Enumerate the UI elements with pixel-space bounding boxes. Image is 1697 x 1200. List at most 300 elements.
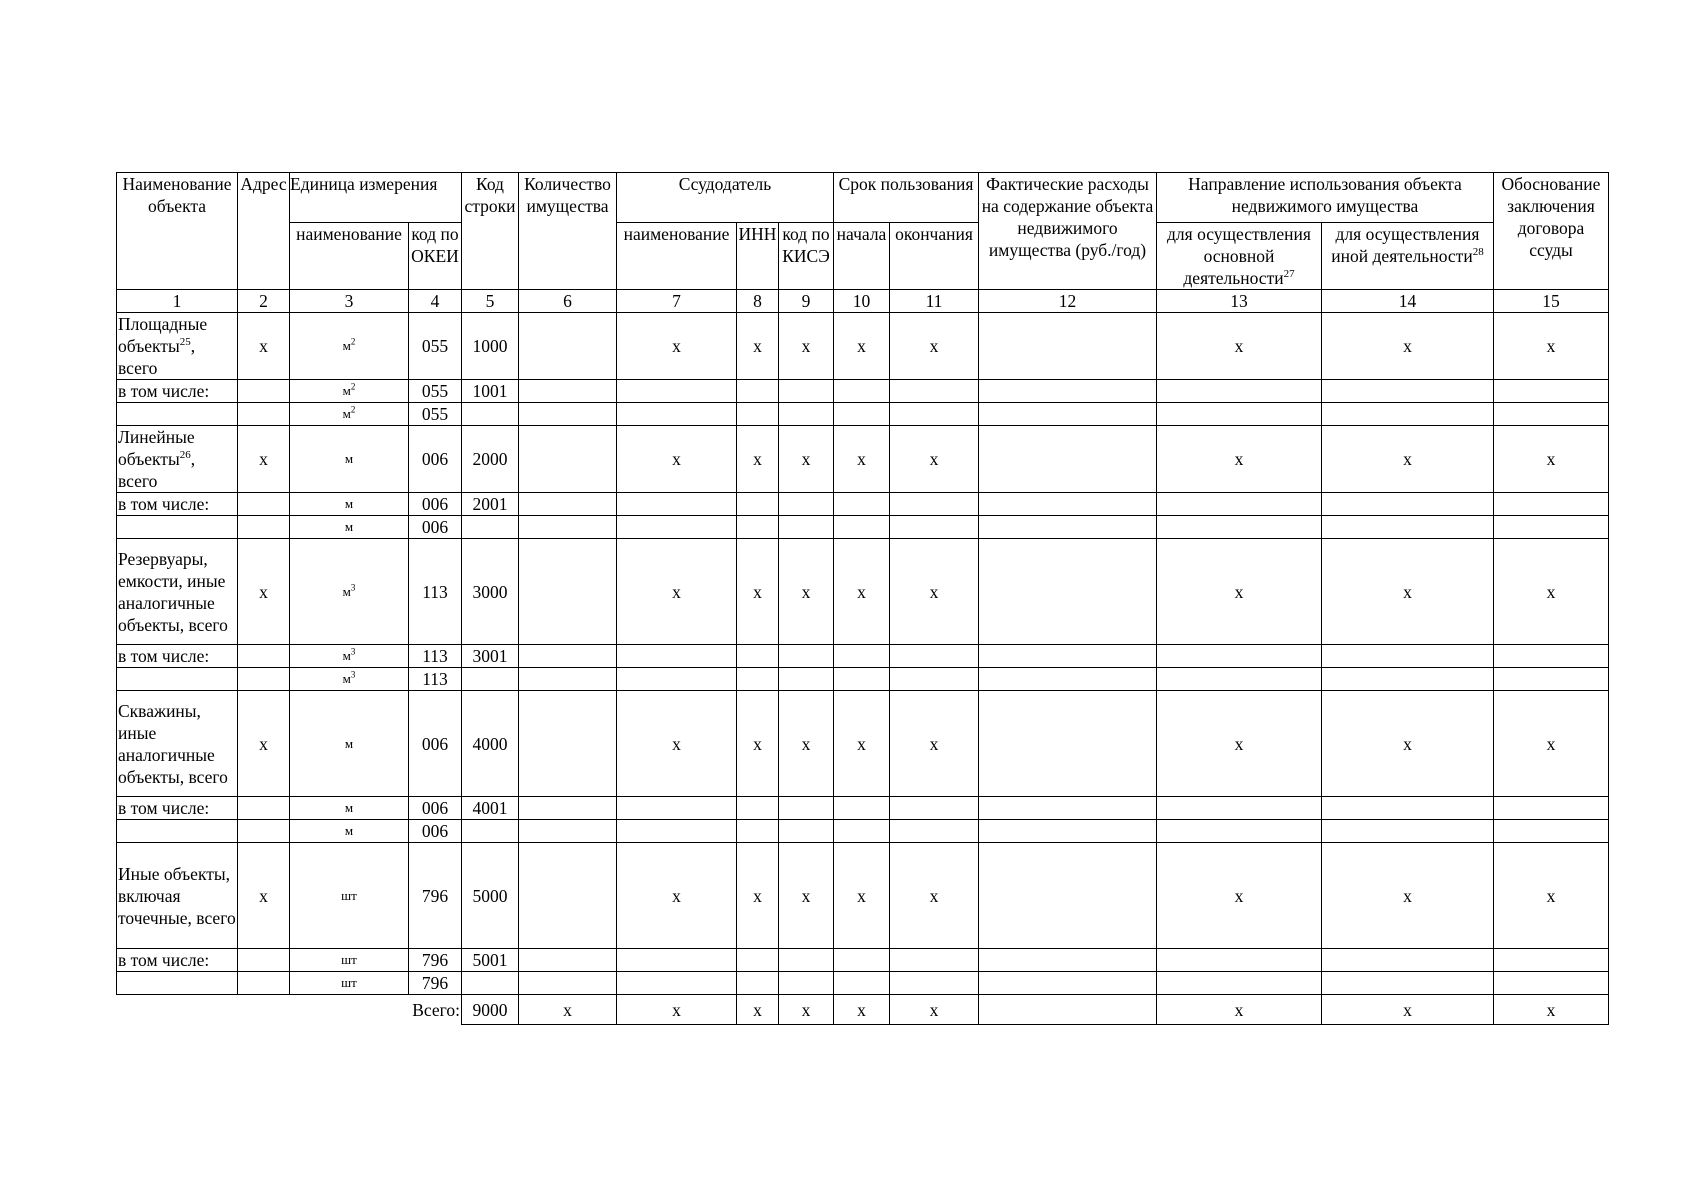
term-end-cell: х [890, 843, 979, 949]
lender-inn-cell: х [737, 313, 779, 380]
address-cell [238, 516, 290, 539]
data-cell [519, 380, 617, 403]
unit-name-cell [290, 972, 409, 995]
object-type-name [117, 539, 238, 645]
quantity-cell [519, 691, 617, 797]
header-term-start: начала [834, 223, 890, 290]
data-cell [519, 668, 617, 691]
address-cell: х [238, 313, 290, 380]
lender-name-cell: х [617, 539, 737, 645]
header-direction-main-text: для осуществления основной деятельности [1167, 224, 1311, 288]
data-cell [519, 516, 617, 539]
data-cell [979, 493, 1157, 516]
data-cell [1494, 668, 1609, 691]
data-cell [1322, 820, 1494, 843]
address-cell [238, 668, 290, 691]
data-cell [779, 516, 834, 539]
detail-row [117, 668, 1609, 691]
data-cell [979, 403, 1157, 426]
data-cell [737, 380, 779, 403]
lender-inn-cell: х [737, 843, 779, 949]
unit-name: м [344, 519, 354, 534]
data-cell [737, 668, 779, 691]
address-cell [238, 403, 290, 426]
lender-inn-cell: х [737, 691, 779, 797]
data-cell [979, 380, 1157, 403]
okei-code-cell: 113 [409, 539, 462, 645]
object-type-name [117, 313, 238, 380]
data-cell [834, 797, 890, 820]
unit-name: шт [341, 975, 357, 990]
lender-name-cell: х [617, 843, 737, 949]
unit-name-cell [290, 539, 409, 645]
group-total-row [117, 426, 1609, 493]
object-type-title: Скважины, иные аналогичные объекты, всего [118, 700, 228, 787]
data-cell [1157, 380, 1322, 403]
data-cell [1157, 645, 1322, 668]
header-direction: Направление использования объекта недвижимого имущества [1157, 173, 1494, 223]
term-start-cell: х [834, 995, 890, 1025]
term-end-cell: х [890, 691, 979, 797]
row-code-cell: 2000 [462, 426, 519, 493]
column-number: 12 [979, 290, 1157, 313]
group-total-row [117, 843, 1609, 949]
column-number: 10 [834, 290, 890, 313]
including-label: в том числе: [117, 380, 238, 403]
including-label: в том числе: [117, 949, 238, 972]
row-code-cell: 2001 [462, 493, 519, 516]
row-code-cell: 3001 [462, 645, 519, 668]
unit-name-cell [290, 645, 409, 668]
column-number: 14 [1322, 290, 1494, 313]
header-direction-main [1157, 223, 1322, 290]
data-cell [890, 949, 979, 972]
unit-power: 3 [350, 646, 356, 657]
header-lender-kise: код по КИСЭ [779, 223, 834, 290]
okei-code-cell: 055 [409, 313, 462, 380]
address-cell [238, 797, 290, 820]
data-cell [1157, 668, 1322, 691]
lender-kise-cell: х [779, 313, 834, 380]
okei-code-cell: 113 [409, 645, 462, 668]
data-cell [979, 797, 1157, 820]
data-cell [1494, 949, 1609, 972]
row-code-cell [462, 972, 519, 995]
unit-name-cell [290, 797, 409, 820]
data-cell [1494, 797, 1609, 820]
column-number: 7 [617, 290, 737, 313]
detail-name-cell [117, 403, 238, 426]
okei-code-cell: 006 [409, 797, 462, 820]
data-cell [1322, 380, 1494, 403]
data-cell [890, 797, 979, 820]
data-cell [834, 516, 890, 539]
data-cell [737, 493, 779, 516]
column-number: 2 [238, 290, 290, 313]
header-object-name: Наименование объекта [117, 173, 238, 290]
data-cell [979, 949, 1157, 972]
header-row-code: Код строки [462, 173, 519, 290]
column-number: 13 [1157, 290, 1322, 313]
direction-other-cell: х [1322, 843, 1494, 949]
term-start-cell: х [834, 691, 890, 797]
data-cell [1322, 668, 1494, 691]
header-term-end: окончания [890, 223, 979, 290]
okei-code-cell: 006 [409, 493, 462, 516]
data-cell [737, 516, 779, 539]
header-sub-row [117, 223, 1609, 290]
basis-cell: х [1494, 426, 1609, 493]
data-cell [1157, 972, 1322, 995]
row-code-cell [462, 403, 519, 426]
data-cell [737, 972, 779, 995]
row-code-cell [462, 668, 519, 691]
row-code-cell: 1000 [462, 313, 519, 380]
address-cell: х [238, 426, 290, 493]
including-row [117, 797, 1609, 820]
column-number: 6 [519, 290, 617, 313]
header-unit-name: наименование [290, 223, 409, 290]
data-cell [890, 403, 979, 426]
okei-code-cell: 006 [409, 426, 462, 493]
data-cell [890, 380, 979, 403]
direction-other-cell: х [1322, 691, 1494, 797]
address-cell: х [238, 843, 290, 949]
including-label: в том числе: [117, 797, 238, 820]
header-row [117, 173, 1609, 223]
unit-power: 3 [350, 669, 356, 680]
data-cell [779, 797, 834, 820]
okei-code-cell: 055 [409, 403, 462, 426]
basis-cell: х [1494, 539, 1609, 645]
data-cell [737, 797, 779, 820]
grand-total-label: Всего: [117, 995, 462, 1025]
object-type-title: Площадные объекты [118, 314, 208, 356]
direction-other-cell: х [1322, 995, 1494, 1025]
data-cell [779, 380, 834, 403]
unit-name-cell [290, 313, 409, 380]
data-cell [1157, 949, 1322, 972]
direction-other-cell: х [1322, 539, 1494, 645]
row-code-cell: 1001 [462, 380, 519, 403]
quantity-cell [519, 313, 617, 380]
lender-name-cell: х [617, 313, 737, 380]
data-cell [834, 493, 890, 516]
data-cell [519, 403, 617, 426]
including-row [117, 949, 1609, 972]
data-cell [1494, 820, 1609, 843]
data-cell [979, 820, 1157, 843]
address-cell [238, 949, 290, 972]
row-code-cell: 9000 [462, 995, 519, 1025]
header-direction-other [1322, 223, 1494, 290]
costs-cell [979, 313, 1157, 380]
data-cell [834, 949, 890, 972]
basis-cell: х [1494, 691, 1609, 797]
data-cell [979, 645, 1157, 668]
header-address: Адрес [238, 173, 290, 290]
data-cell [834, 403, 890, 426]
object-type-name [117, 426, 238, 493]
group-total-row [117, 691, 1609, 797]
term-end-cell: х [890, 426, 979, 493]
footnote-ref-27: 27 [1283, 268, 1295, 281]
unit-power: 2 [350, 381, 356, 392]
data-cell [834, 380, 890, 403]
term-start-cell: х [834, 843, 890, 949]
address-cell: х [238, 691, 290, 797]
row-code-cell: 4000 [462, 691, 519, 797]
okei-code-cell: 796 [409, 843, 462, 949]
data-cell [890, 493, 979, 516]
lender-kise-cell: х [779, 539, 834, 645]
object-type-suffix: , всего [118, 449, 196, 491]
data-cell [1322, 797, 1494, 820]
data-cell [1494, 493, 1609, 516]
data-cell [737, 403, 779, 426]
detail-row [117, 516, 1609, 539]
okei-code-cell: 006 [409, 820, 462, 843]
quantity-cell: х [519, 995, 617, 1025]
footnote-ref-28: 28 [1472, 246, 1484, 259]
okei-code-cell: 055 [409, 380, 462, 403]
data-cell [979, 516, 1157, 539]
data-cell [834, 668, 890, 691]
term-start-cell: х [834, 313, 890, 380]
footnote-ref: 26 [179, 449, 191, 462]
data-cell [1494, 645, 1609, 668]
term-start-cell: х [834, 426, 890, 493]
direction-other-cell: х [1322, 426, 1494, 493]
unit-name-cell [290, 843, 409, 949]
data-cell [779, 493, 834, 516]
data-cell [834, 645, 890, 668]
row-code-cell: 4001 [462, 797, 519, 820]
unit-name: м [344, 451, 354, 466]
okei-code-cell: 006 [409, 691, 462, 797]
unit-name-cell [290, 380, 409, 403]
detail-name-cell [117, 516, 238, 539]
column-number: 8 [737, 290, 779, 313]
unit-name-cell [290, 668, 409, 691]
costs-cell [979, 426, 1157, 493]
data-cell [1157, 820, 1322, 843]
term-end-cell: х [890, 995, 979, 1025]
data-cell [519, 972, 617, 995]
header-quantity: Количество имущества [519, 173, 617, 290]
lender-inn-cell: х [737, 426, 779, 493]
direction-main-cell: х [1157, 995, 1322, 1025]
unit-name: м [342, 338, 351, 353]
unit-power: 3 [350, 582, 356, 593]
direction-main-cell: х [1157, 313, 1322, 380]
unit-power: 2 [350, 336, 356, 347]
data-cell [1157, 493, 1322, 516]
header-unit-code: код по ОКЕИ [409, 223, 462, 290]
object-type-name [117, 691, 238, 797]
data-cell [617, 403, 737, 426]
data-cell [617, 972, 737, 995]
header-term: Срок пользования [834, 173, 979, 223]
group-total-row [117, 313, 1609, 380]
direction-main-cell: х [1157, 539, 1322, 645]
row-code-cell: 5001 [462, 949, 519, 972]
data-cell [737, 645, 779, 668]
unit-name: шт [341, 952, 357, 967]
data-cell [617, 380, 737, 403]
unit-name: м [342, 648, 351, 663]
detail-row [117, 820, 1609, 843]
unit-name-cell [290, 820, 409, 843]
data-cell [1494, 403, 1609, 426]
costs-cell [979, 843, 1157, 949]
data-cell [1494, 516, 1609, 539]
column-number: 9 [779, 290, 834, 313]
data-cell [737, 949, 779, 972]
okei-code-cell: 006 [409, 516, 462, 539]
quantity-cell [519, 539, 617, 645]
lender-name-cell: х [617, 691, 737, 797]
data-cell [834, 820, 890, 843]
data-cell [1157, 516, 1322, 539]
lender-kise-cell: х [779, 691, 834, 797]
row-code-cell [462, 820, 519, 843]
data-cell [519, 493, 617, 516]
quantity-cell [519, 426, 617, 493]
address-cell [238, 645, 290, 668]
including-label: в том числе: [117, 645, 238, 668]
object-type-title: Линейные объекты [118, 427, 195, 469]
basis-cell: х [1494, 313, 1609, 380]
group-total-row [117, 539, 1609, 645]
lender-inn-cell: х [737, 995, 779, 1025]
okei-code-cell: 796 [409, 949, 462, 972]
unit-name: м [342, 406, 351, 421]
footnote-ref: 25 [179, 336, 191, 349]
unit-name-cell [290, 516, 409, 539]
unit-name-cell [290, 426, 409, 493]
header-basis: Обоснование заключения договора ссуды [1494, 173, 1609, 290]
row-code-cell: 3000 [462, 539, 519, 645]
term-end-cell: х [890, 539, 979, 645]
column-number: 3 [290, 290, 409, 313]
unit-name-cell [290, 403, 409, 426]
data-cell [519, 645, 617, 668]
okei-code-cell: 796 [409, 972, 462, 995]
data-cell [779, 645, 834, 668]
data-cell [1494, 380, 1609, 403]
detail-row [117, 972, 1609, 995]
costs-cell [979, 995, 1157, 1025]
unit-name: м [342, 583, 351, 599]
data-cell [519, 797, 617, 820]
data-cell [890, 668, 979, 691]
data-cell [1322, 949, 1494, 972]
unit-name: м [344, 823, 354, 838]
unit-name: м [342, 671, 351, 686]
costs-cell [979, 691, 1157, 797]
column-number: 15 [1494, 290, 1609, 313]
data-cell [617, 820, 737, 843]
header-lender: Ссудодатель [617, 173, 834, 223]
data-cell [617, 797, 737, 820]
column-number-row [117, 290, 1609, 313]
lender-kise-cell: х [779, 843, 834, 949]
data-cell [890, 820, 979, 843]
data-cell [890, 645, 979, 668]
data-cell [1157, 403, 1322, 426]
row-code-cell: 5000 [462, 843, 519, 949]
data-cell [1494, 972, 1609, 995]
data-cell [617, 645, 737, 668]
address-cell [238, 380, 290, 403]
row-code-cell [462, 516, 519, 539]
data-cell [779, 403, 834, 426]
header-lender-inn: ИНН [737, 223, 779, 290]
data-cell [1322, 972, 1494, 995]
data-cell [617, 949, 737, 972]
data-cell [779, 668, 834, 691]
data-cell [519, 820, 617, 843]
property-loan-form-table [116, 172, 1609, 1025]
data-cell [617, 668, 737, 691]
unit-power: 2 [350, 404, 356, 415]
object-type-title: Резервуары, емкости, иные аналогичные объекты, всего [118, 548, 228, 635]
lender-kise-cell: х [779, 426, 834, 493]
object-type-suffix: , всего [118, 336, 196, 378]
unit-name: м [344, 735, 354, 751]
unit-name-cell [290, 691, 409, 797]
unit-name: шт [341, 887, 357, 903]
data-cell [779, 820, 834, 843]
header-unit: Единица измерения [290, 173, 462, 223]
data-cell [890, 516, 979, 539]
lender-name-cell: х [617, 995, 737, 1025]
object-type-title: Иные объекты, включая точечные, всего [118, 863, 236, 928]
lender-name-cell: х [617, 426, 737, 493]
detail-row [117, 403, 1609, 426]
data-cell [1157, 797, 1322, 820]
unit-name-cell [290, 949, 409, 972]
detail-name-cell [117, 972, 238, 995]
direction-main-cell: х [1157, 843, 1322, 949]
data-cell [779, 972, 834, 995]
basis-cell: х [1494, 995, 1609, 1025]
header-lender-name: наименование [617, 223, 737, 290]
lender-inn-cell: х [737, 539, 779, 645]
data-cell [1322, 493, 1494, 516]
data-cell [979, 668, 1157, 691]
unit-name: м [344, 800, 354, 815]
address-cell [238, 972, 290, 995]
address-cell [238, 493, 290, 516]
data-cell [1322, 516, 1494, 539]
data-cell [979, 972, 1157, 995]
direction-other-cell: х [1322, 313, 1494, 380]
column-number: 11 [890, 290, 979, 313]
detail-name-cell [117, 820, 238, 843]
quantity-cell [519, 843, 617, 949]
data-cell [737, 820, 779, 843]
basis-cell: х [1494, 843, 1609, 949]
data-cell [834, 972, 890, 995]
okei-code-cell: 113 [409, 668, 462, 691]
unit-name: м [344, 496, 354, 511]
detail-name-cell [117, 668, 238, 691]
term-start-cell: х [834, 539, 890, 645]
direction-main-cell: х [1157, 691, 1322, 797]
header-costs: Фактические расходы на содержание объекта недвижимого имущества (руб./год) [979, 173, 1157, 290]
